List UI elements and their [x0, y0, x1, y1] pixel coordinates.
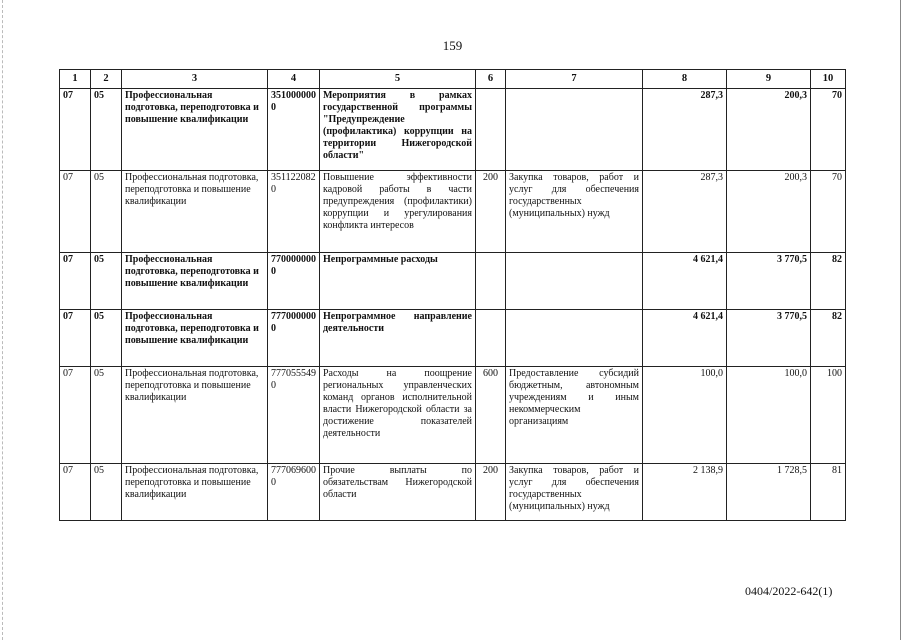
expense-type-name: Закупка товаров, работ и услуг для обеспечения государственных (муниципальных) нужд — [506, 171, 643, 253]
amount-plan: 287,3 — [643, 89, 727, 171]
percent-executed: 82 — [811, 253, 846, 310]
percent-executed: 70 — [811, 89, 846, 171]
target-article-name: Повышение эффективности кадровой работы в части предупреждения (профилактики) коррупции и урегулирования конфликта интересов — [320, 171, 476, 253]
subsection-code: 05 — [91, 253, 122, 310]
header-cell-7: 7 — [506, 70, 643, 89]
amount-actual: 3 770,5 — [727, 310, 811, 367]
amount-plan: 2 138,9 — [643, 464, 727, 521]
amount-actual: 1 728,5 — [727, 464, 811, 521]
expense-type-name — [506, 253, 643, 310]
amount-actual: 200,3 — [727, 89, 811, 171]
scan-left-edge — [2, 0, 3, 640]
expense-type-name — [506, 89, 643, 171]
target-article-code: 7770696000 — [268, 464, 320, 521]
header-cell-6: 6 — [476, 70, 506, 89]
amount-actual: 100,0 — [727, 367, 811, 464]
target-article-code: 7700000000 — [268, 253, 320, 310]
target-article-code: 7770000000 — [268, 310, 320, 367]
page-number: 159 — [442, 38, 463, 53]
expense-type-code — [476, 89, 506, 171]
amount-plan: 100,0 — [643, 367, 727, 464]
percent-executed: 70 — [811, 171, 846, 253]
section-code: 07 — [60, 310, 91, 367]
target-article-name: Непрограммные расходы — [320, 253, 476, 310]
subsection-name: Профессиональная подготовка, переподготовка и повышение квалификации — [122, 171, 268, 253]
amount-plan: 287,3 — [643, 171, 727, 253]
document-code: 0404/2022-642(1) — [745, 584, 833, 598]
header-cell-4: 4 — [268, 70, 320, 89]
expense-type-code: 200 — [476, 171, 506, 253]
header-cell-9: 9 — [727, 70, 811, 89]
amount-actual: 3 770,5 — [727, 253, 811, 310]
subsection-name: Профессиональная подготовка, переподготовка и повышение квалификации — [122, 310, 268, 367]
subsection-code: 05 — [91, 367, 122, 464]
target-article-code: 7770555490 — [268, 367, 320, 464]
subsection-code: 05 — [91, 171, 122, 253]
target-article-name: Непрограммное направление деятельности — [320, 310, 476, 367]
target-article-name: Мероприятия в рамках государственной программы "Предупреждение (профилактика) коррупции на территории Нижегородской области" — [320, 89, 476, 171]
subsection-name: Профессиональная подготовка, переподготовка и повышение квалификации — [122, 464, 268, 521]
table-row — [60, 89, 846, 171]
section-code: 07 — [60, 171, 91, 253]
expense-type-name — [506, 310, 643, 367]
header-cell-8: 8 — [643, 70, 727, 89]
expense-type-code — [476, 310, 506, 367]
table-row — [60, 367, 846, 464]
expense-type-code: 600 — [476, 367, 506, 464]
expense-type-name: Предоставление субсидий бюджетным, автономным учреждениям и иным некоммерческим организациям — [506, 367, 643, 464]
expense-type-code — [476, 253, 506, 310]
section-code: 07 — [60, 253, 91, 310]
header-cell-3: 3 — [122, 70, 268, 89]
table-row — [60, 310, 846, 367]
table-row — [60, 253, 846, 310]
header-row — [60, 70, 846, 89]
subsection-name: Профессиональная подготовка, переподготовка и повышение квалификации — [122, 253, 268, 310]
table-row — [60, 464, 846, 521]
subsection-code: 05 — [91, 89, 122, 171]
budget-table — [59, 69, 846, 521]
percent-executed: 100 — [811, 367, 846, 464]
scan-right-edge — [900, 0, 901, 640]
subsection-name: Профессиональная подготовка, переподготовка и повышение квалификации — [122, 367, 268, 464]
target-article-code: 3510000000 — [268, 89, 320, 171]
subsection-name: Профессиональная подготовка, переподготовка и повышение квалификации — [122, 89, 268, 171]
target-article-name: Прочие выплаты по обязательствам Нижегородской области — [320, 464, 476, 521]
expense-type-name: Закупка товаров, работ и услуг для обеспечения государственных (муниципальных) нужд — [506, 464, 643, 521]
header-cell-10: 10 — [811, 70, 846, 89]
table-row — [60, 171, 846, 253]
expense-type-code: 200 — [476, 464, 506, 521]
amount-plan: 4 621,4 — [643, 310, 727, 367]
target-article-code: 3511220820 — [268, 171, 320, 253]
section-code: 07 — [60, 89, 91, 171]
subsection-code: 05 — [91, 310, 122, 367]
header-cell-2: 2 — [91, 70, 122, 89]
section-code: 07 — [60, 464, 91, 521]
header-cell-5: 5 — [320, 70, 476, 89]
section-code: 07 — [60, 367, 91, 464]
header-cell-1: 1 — [60, 70, 91, 89]
percent-executed: 82 — [811, 310, 846, 367]
amount-actual: 200,3 — [727, 171, 811, 253]
amount-plan: 4 621,4 — [643, 253, 727, 310]
target-article-name: Расходы на поощрение региональных управленческих команд органов исполнительной власти Нижегородской области за достижение показателей деятельности — [320, 367, 476, 464]
percent-executed: 81 — [811, 464, 846, 521]
subsection-code: 05 — [91, 464, 122, 521]
